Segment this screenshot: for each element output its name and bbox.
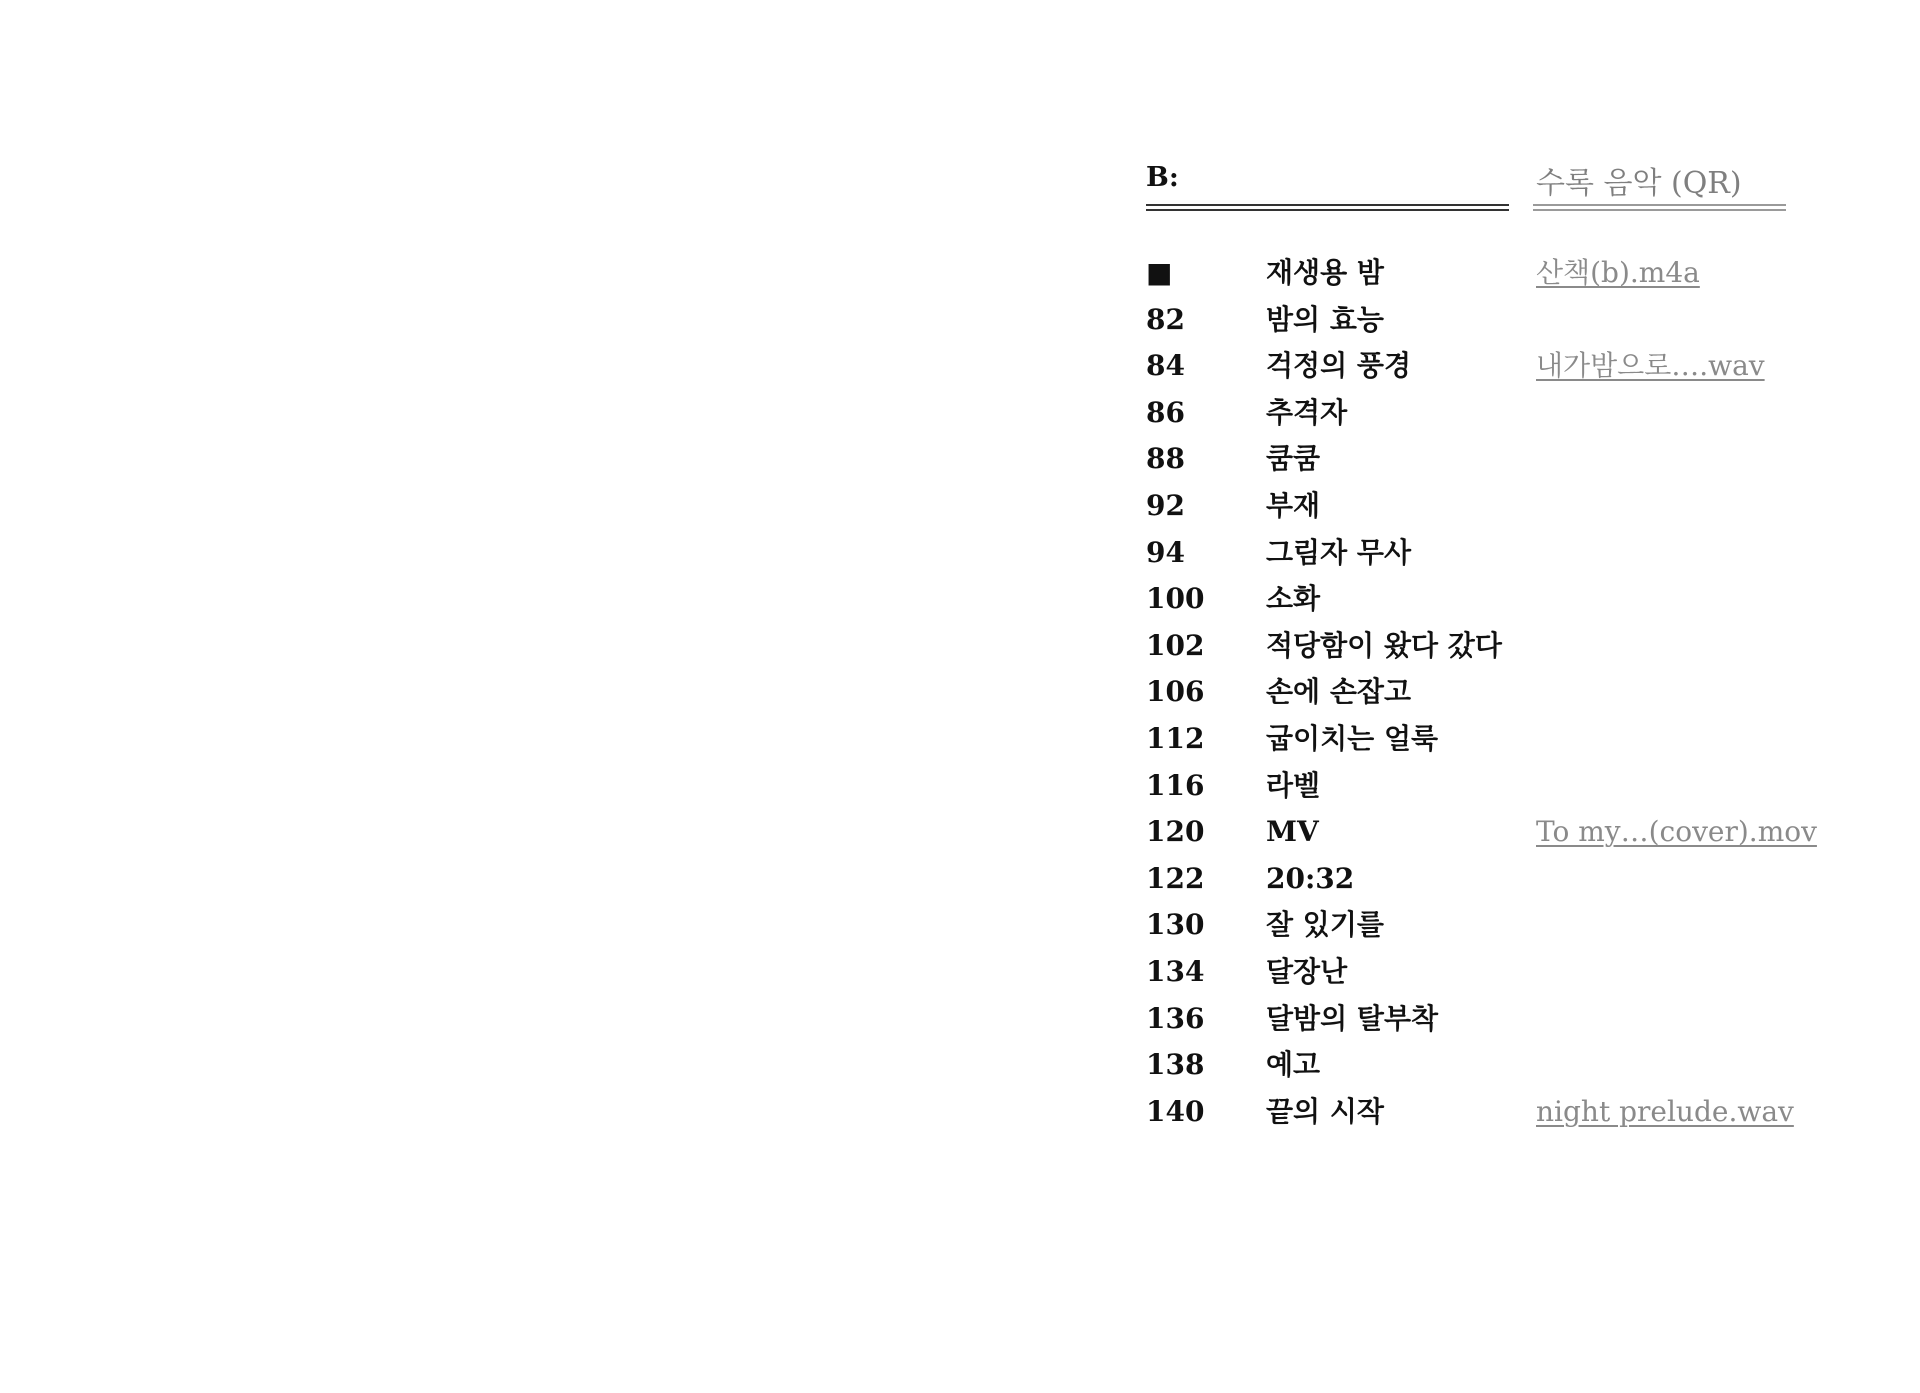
toc-entry (1146, 250, 1806, 297)
toc-entry-list (1146, 250, 1817, 1135)
entry-title: 재생용 밤 (1266, 256, 1384, 289)
qr-double-rule (1533, 204, 1786, 211)
section-label: B: (1146, 162, 1179, 193)
toc-entry (1146, 436, 1806, 483)
toc-entry (1146, 996, 1806, 1043)
table-of-contents (1146, 156, 1817, 1128)
entry-title: 추격자 (1266, 395, 1348, 429)
entry-page-number: 136 (1146, 1001, 1205, 1035)
toc-entry (1146, 949, 1806, 996)
toc-entry (1146, 297, 1806, 344)
qr-music-label: 수록 음악 (QR) (1536, 166, 1742, 201)
entry-page-number: 130 (1146, 908, 1205, 942)
entry-page-number: 122 (1146, 861, 1205, 895)
media-link[interactable]: night prelude.wav (1536, 1094, 1794, 1128)
entry-title: 부재 (1266, 488, 1321, 522)
entry-page-number: 88 (1146, 442, 1185, 476)
entry-title: 끝의 시작 (1266, 1094, 1384, 1128)
toc-entry (1146, 576, 1806, 623)
entry-page-number: 84 (1146, 349, 1185, 383)
entry-page-number: 100 (1146, 582, 1205, 616)
entry-page-number: 140 (1146, 1094, 1205, 1128)
toc-entry (1146, 856, 1806, 903)
entry-title: 예고 (1266, 1048, 1321, 1082)
entry-title: 소화 (1266, 582, 1321, 616)
entry-title: 굽이치는 얼룩 (1266, 721, 1439, 755)
entry-title: 20:32 (1266, 861, 1355, 895)
toc-entry (1146, 809, 1817, 856)
media-link[interactable]: To my…(cover).mov (1536, 815, 1817, 849)
toc-header (1146, 156, 1806, 216)
toc-entry (1146, 623, 1806, 670)
entry-title: 손에 손잡고 (1266, 675, 1411, 709)
toc-entry (1146, 763, 1806, 810)
toc-entry (1146, 390, 1806, 437)
media-link[interactable]: 산책(b).m4a (1536, 256, 1700, 289)
entry-title: 밤의 효능 (1266, 302, 1384, 336)
toc-entry (1146, 716, 1806, 763)
entry-title: 적당함이 왔다 갔다 (1266, 628, 1502, 662)
entry-page-number: 138 (1146, 1048, 1205, 1082)
entry-page-number: 116 (1146, 768, 1205, 802)
entry-page-number: 92 (1146, 488, 1185, 522)
entry-marker: ■ (1146, 256, 1173, 289)
entry-page-number: 120 (1146, 815, 1205, 849)
toc-entry (1146, 1089, 1806, 1136)
toc-entry (1146, 1042, 1806, 1089)
header-double-rule (1146, 204, 1509, 211)
entry-title: 라벨 (1266, 768, 1321, 802)
toc-entry (1146, 902, 1806, 949)
entry-page-number: 106 (1146, 675, 1205, 709)
entry-page-number: 102 (1146, 628, 1205, 662)
toc-entry (1146, 343, 1806, 390)
entry-title: 달장난 (1266, 954, 1348, 988)
media-link[interactable]: 내가밤으로….wav (1536, 349, 1765, 383)
entry-title: 달밤의 탈부착 (1266, 1001, 1439, 1035)
entry-title: MV (1266, 815, 1319, 849)
entry-page-number: 94 (1146, 535, 1185, 569)
entry-title: 걱정의 풍경 (1266, 349, 1411, 383)
entry-title: 그림자 무사 (1266, 535, 1411, 569)
toc-entry (1146, 483, 1806, 530)
toc-entry (1146, 530, 1806, 577)
entry-page-number: 82 (1146, 302, 1185, 336)
entry-title: 쿰쿰 (1266, 442, 1321, 476)
entry-page-number: 134 (1146, 954, 1205, 988)
entry-title: 잘 있기를 (1266, 908, 1384, 942)
toc-entry (1146, 669, 1806, 716)
entry-page-number: 86 (1146, 395, 1185, 429)
entry-page-number: 112 (1146, 721, 1205, 755)
